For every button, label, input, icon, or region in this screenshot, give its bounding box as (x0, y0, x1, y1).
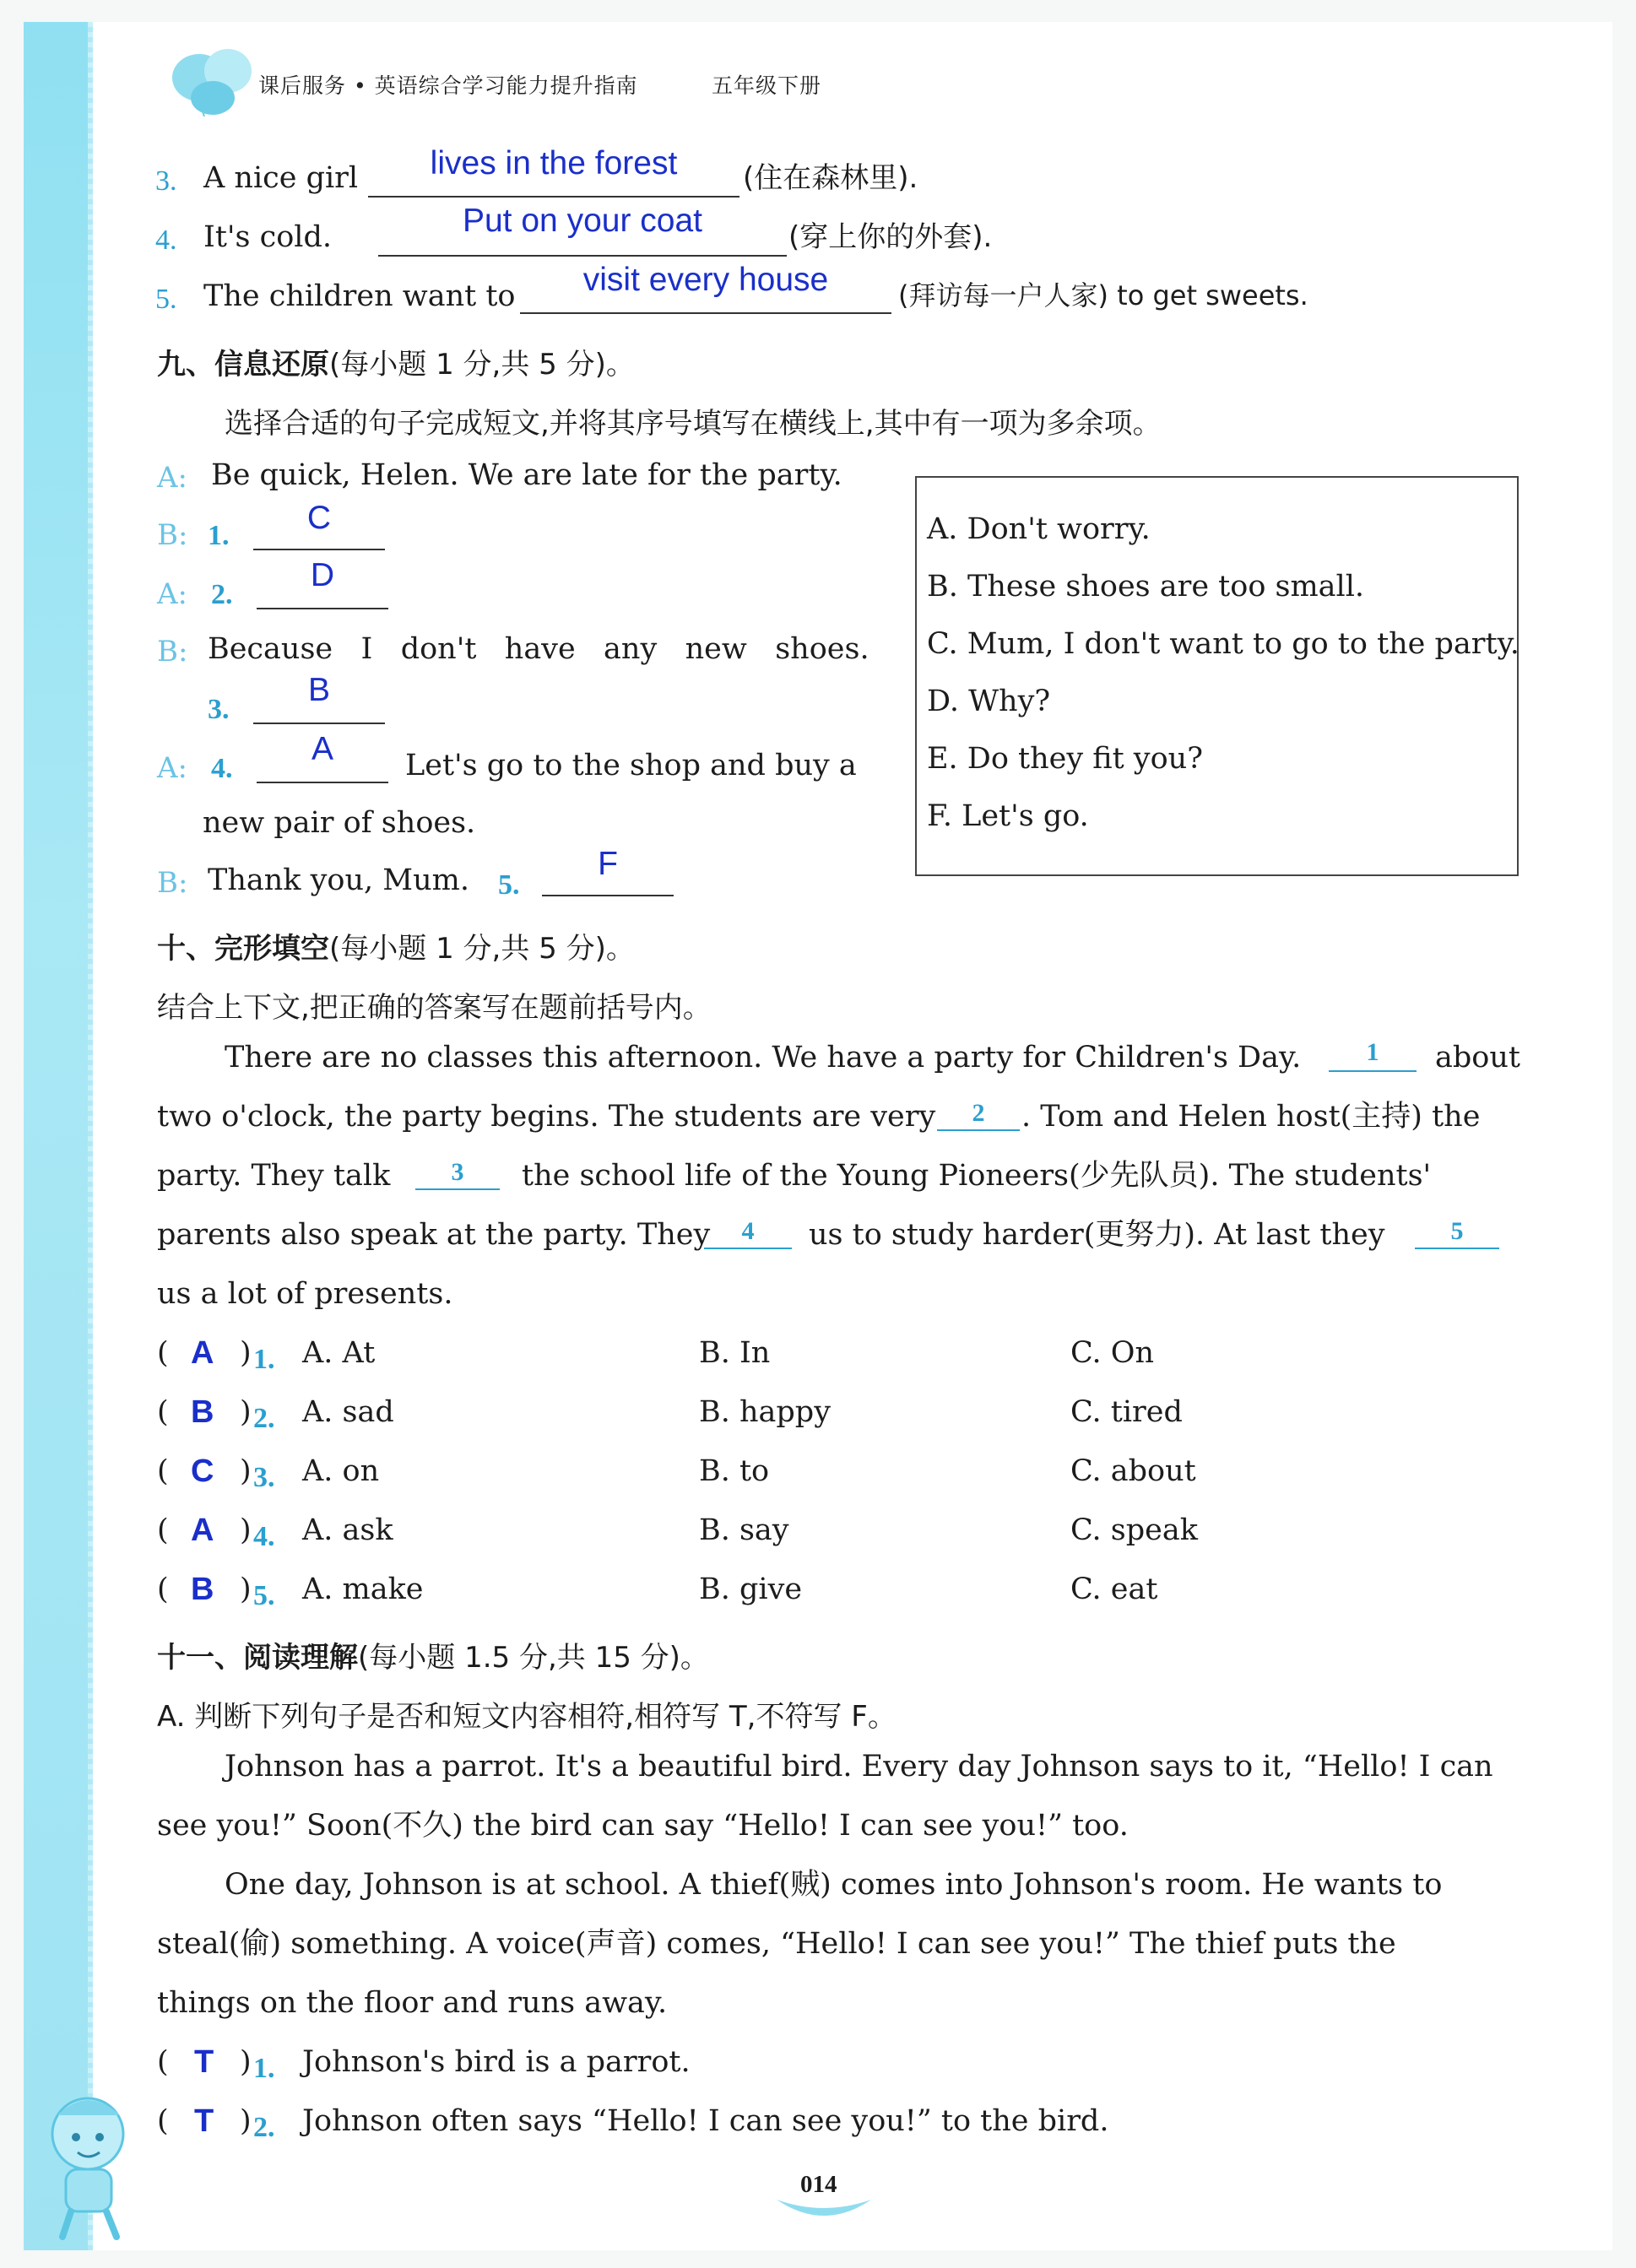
choice-row (157, 1336, 169, 1370)
section-title: 九、信息还原 (157, 348, 329, 382)
section-instruction: 结合上下文,把正确的答案写在题前括号内。 (157, 991, 712, 1025)
choice-b: B. happy (699, 1395, 831, 1429)
blank-number: 1. (208, 520, 230, 551)
q-number: 3. (155, 165, 177, 197)
paren-open: ( (157, 1395, 169, 1429)
passage-blank (704, 1248, 792, 1249)
paren-open: ( (157, 1513, 169, 1547)
passage-line: us to study harder(更努力). At last they (809, 1218, 1385, 1252)
choice-answer: A (191, 1335, 214, 1371)
q-number: 2. (253, 2112, 275, 2143)
q-number: 4. (155, 225, 177, 256)
workbook-page (24, 22, 1612, 2250)
section-instruction: 选择合适的句子完成短文,并将其序号填写在横线上,其中有一项为多余项。 (225, 407, 1162, 441)
speaker-a: A: (157, 461, 188, 495)
sentence-text: The children want to (203, 279, 516, 313)
option-item: F. Let's go. (927, 799, 1089, 833)
paren-open: ( (157, 2045, 169, 2079)
choice-b: B. say (699, 1513, 789, 1547)
dialog-line: Be quick, Helen. We are late for the party. (211, 458, 842, 492)
passage-blank (937, 1129, 1020, 1131)
passage-line: Johnson has a parrot. It's a beautiful bird. Every day Johnson says to it, “Hello! I can (225, 1750, 1493, 1784)
page-number: 014 (800, 2171, 837, 2198)
choice-c: C. eat (1070, 1572, 1158, 1606)
section-score: (每小题 1.5 分,共 15 分)。 (358, 1641, 709, 1675)
sentence-hint: (拜访每一户人家) to get sweets. (898, 279, 1308, 311)
choice-a: A. make (302, 1572, 424, 1606)
answer-text: A (311, 731, 333, 767)
sentence-text: It's cold. (203, 220, 332, 254)
passage-line: One day, Johnson is at school. A thief(贼) comes into Johnson's room. He wants to (225, 1868, 1443, 1902)
dialog-line: Because I don't have any new shoes. (208, 632, 869, 666)
answer-line (257, 782, 388, 783)
balloons-icon (165, 39, 260, 120)
choice-b: B. give (699, 1572, 803, 1606)
answer-line (368, 196, 739, 198)
choice-answer: C (191, 1453, 214, 1489)
choice-c: C. tired (1070, 1395, 1183, 1429)
passage-blank (1415, 1248, 1499, 1249)
speaker-a: A: (157, 577, 188, 611)
paren-close: ) (240, 2104, 252, 2138)
answer-text: visit every house (582, 262, 829, 298)
passage-line: steal(偷) something. A voice(声音) comes, “Hello! I can see you!” The thief puts the (157, 1927, 1396, 1961)
cartoon-boy-icon (29, 2081, 155, 2242)
section-instruction: A. 判断下列句子是否和短文内容相符,相符写 T,不符写 F。 (157, 1700, 897, 1734)
section-heading-11 (157, 1634, 709, 1675)
section-title: 十、完形填空 (157, 932, 329, 966)
q-number: 1. (253, 2053, 275, 2084)
q-number: 4. (253, 1521, 275, 1552)
q-number: 2. (253, 1403, 275, 1434)
dialog-line: new pair of shoes. (203, 806, 476, 840)
option-item: B. These shoes are too small. (927, 570, 1365, 604)
paren-open: ( (157, 1454, 169, 1488)
blank-number: 5. (498, 869, 520, 901)
choice-b: B. to (699, 1454, 770, 1488)
blank-number: 4. (211, 753, 233, 784)
answer-text: C (306, 500, 332, 536)
paren-close: ) (240, 1572, 252, 1606)
answer-line (520, 312, 891, 314)
dialog-line: Let's go to the shop and buy a (405, 749, 857, 782)
passage-line: There are no classes this afternoon. We have a party for Children's Day. (225, 1041, 1302, 1074)
choice-answer: B (191, 1394, 214, 1430)
sentence-text: A nice girl (203, 161, 359, 195)
answer-line (257, 608, 388, 609)
passage-line: parents also speak at the party. They (157, 1218, 711, 1252)
answer-text: D (310, 557, 335, 593)
blank-label: 1 (1366, 1038, 1379, 1066)
speaker-b: B: (157, 635, 188, 668)
choice-a: A. At (302, 1336, 376, 1370)
choice-answer: B (191, 1572, 214, 1607)
section-score: (每小题 1 分,共 5 分)。 (329, 932, 635, 966)
paren-close: ) (240, 2045, 252, 2079)
option-item: C. Mum, I don't want to go to the party. (927, 627, 1520, 661)
q-number: 5. (253, 1580, 275, 1611)
choice-answer: A (191, 1513, 214, 1548)
answer-text: lives in the forest (430, 145, 678, 181)
tf-statement: Johnson often says “Hello! I can see you!” to the bird. (302, 2104, 1109, 2138)
answer-line (253, 723, 385, 724)
passage-blank (1329, 1070, 1417, 1072)
section-title: 十一、阅读理解 (157, 1641, 358, 1675)
choice-a: A. sad (302, 1395, 394, 1429)
sentence-hint: (穿上你的外套). (788, 220, 993, 254)
answer-line (378, 255, 787, 257)
section-score: (每小题 1 分,共 5 分)。 (329, 348, 635, 382)
blank-label: 3 (451, 1158, 464, 1186)
option-item: E. Do they fit you? (927, 742, 1203, 776)
paren-open: ( (157, 1336, 169, 1370)
blank-label: 2 (972, 1099, 985, 1127)
q-number: 3. (253, 1462, 275, 1493)
header-grade: 五年级下册 (712, 73, 822, 98)
speaker-b: B: (157, 866, 188, 900)
choice-a: A. ask (302, 1513, 393, 1547)
page-wave-icon (773, 2195, 875, 2223)
tf-answer: T (194, 2103, 214, 2139)
dialog-line: Thank you, Mum. (208, 863, 469, 897)
passage-line: about (1435, 1041, 1520, 1074)
paren-close: ) (240, 1454, 252, 1488)
answer-text: B (307, 672, 330, 708)
choice-a: A. on (302, 1454, 380, 1488)
passage-line: two o'clock, the party begins. The students are very (157, 1100, 936, 1134)
choice-b: B. In (699, 1336, 771, 1370)
passage-line: party. They talk (157, 1159, 391, 1193)
choice-c: C. about (1070, 1454, 1196, 1488)
side-decor-stripe (24, 22, 88, 2250)
speaker-a: A: (157, 751, 188, 785)
sentence-hint: (住在森林里). (743, 161, 918, 195)
header-title: 课后服务 • 英语综合学习能力提升指南 (258, 73, 638, 98)
answer-line (542, 895, 674, 896)
blank-label: 5 (1450, 1217, 1464, 1245)
option-item: D. Why? (927, 685, 1051, 718)
section-heading-10 (157, 925, 635, 966)
section-heading-9 (157, 341, 635, 382)
blank-number: 2. (211, 579, 233, 610)
passage-line: the school life of the Young Pioneers(少先队员). The students' (522, 1159, 1432, 1193)
paren-open: ( (157, 1572, 169, 1606)
answer-text: F (598, 846, 618, 882)
answer-text: Put on your coat (462, 203, 702, 239)
q-number: 1. (253, 1344, 275, 1375)
passage-line: . Tom and Helen host(主持) the (1021, 1100, 1481, 1134)
paren-close: ) (240, 1513, 252, 1547)
paren-open: ( (157, 2104, 169, 2138)
passage-line: us a lot of presents. (157, 1277, 453, 1311)
q-number: 5. (155, 284, 177, 315)
answer-line (253, 549, 385, 550)
blank-label: 4 (741, 1217, 755, 1245)
tf-answer: T (194, 2044, 214, 2080)
passage-line: things on the floor and runs away. (157, 1986, 668, 2020)
option-item: A. Don't worry. (927, 512, 1151, 546)
tf-statement: Johnson's bird is a parrot. (302, 2045, 691, 2079)
blank-number: 3. (208, 694, 230, 725)
choice-c: C. On (1070, 1336, 1155, 1370)
speaker-b: B: (157, 518, 188, 552)
passage-blank (415, 1188, 500, 1190)
paren-close: ) (240, 1336, 252, 1370)
passage-line: see you!” Soon(不久) the bird can say “Hello! I can see you!” too. (157, 1809, 1129, 1843)
choice-c: C. speak (1070, 1513, 1198, 1547)
paren-close: ) (240, 1395, 252, 1429)
